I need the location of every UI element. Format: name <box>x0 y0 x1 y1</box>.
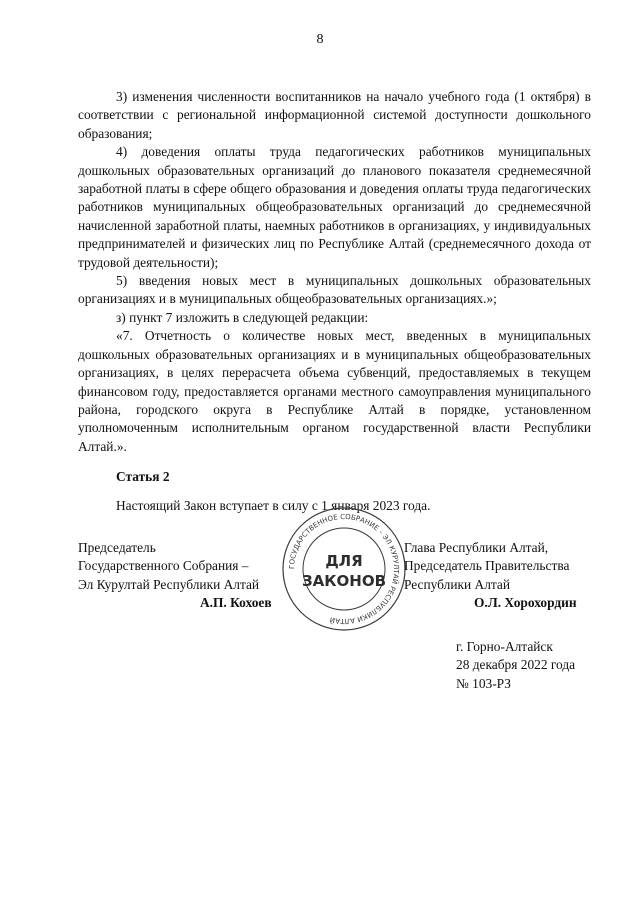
signatory-name: О.Л. Хорохордин <box>474 595 577 611</box>
place-date-block <box>456 638 575 693</box>
signature-block-right <box>404 539 577 613</box>
signatory-title-line: Председатель Правительства <box>404 558 570 574</box>
stamp-label-line1: ДЛЯ <box>325 552 363 570</box>
stamp-label-line2: ЗАКОНОВ <box>301 572 387 590</box>
paragraph-subpoint-z: з) пункт 7 изложить в следующей редакции: <box>116 309 369 325</box>
official-stamp <box>281 506 407 632</box>
paragraph-item-3: 3) изменения численности воспитанников на начало учебного года (1 октября) в соответствии с региональной информационной системой доступности дошкольного образования; <box>78 89 591 141</box>
signature-block-left <box>78 539 272 613</box>
signatory-title-line: Государственного Собрания – <box>78 558 249 574</box>
page-number: 8 <box>316 32 324 47</box>
paragraph-item-5: 5) введения новых мест в муниципальных дошкольных образовательных организациях и в муниципальных общеобразовательных организациях.»; <box>78 273 591 307</box>
signatory-name: А.П. Кохоев <box>200 595 272 611</box>
law-number: № 103-РЗ <box>456 675 511 691</box>
article-text: Настоящий Закон вступает в силу с 1 января 2023 года. <box>116 497 431 513</box>
signatory-title-line: Глава Республики Алтай, <box>404 540 549 555</box>
city: г. Горно-Алтайск <box>456 639 553 654</box>
paragraph-point-7: «7. Отчетность о количестве новых мест, введенных в муниципальных дошкольных образовательных организациях и в муниципальных общеобразовательных организациях, в целях перерасчета объема субвенций, предоставляемых в текущем финансовом году, предоставляется органами местного самоуправления муниципального района, городского округа в Республике Алтай в порядке, установленном уполномоченным исполнительным органом государственной власти Республики Алтай.». <box>78 328 591 454</box>
document-body <box>78 88 591 515</box>
signatory-title-line: Эл Курултай Республики Алтай <box>78 576 260 592</box>
signatory-title-line: Председатель <box>78 540 156 555</box>
article-heading: Статья 2 <box>116 469 170 485</box>
paragraph-item-4: 4) доведения оплаты труда педагогических работников муниципальных дошкольных образовательных организаций до планового показателя среднемесячной заработной платы в сфере общего образования и доведения оплаты труда педагогических работников муниципальных общеобразовательных организаций до среднемесячной начисленной заработной платы, наемных работников в организациях, у индивидуальных предпринимателей и физических лиц по Республике Алтай (среднемесячного дохода от трудовой деятельности); <box>78 144 591 270</box>
signatory-title-line: Республики Алтай <box>404 576 511 592</box>
date: 28 декабря 2022 года <box>456 657 576 673</box>
stamp-ring-text: ГОСУДАРСТВЕННОЕ СОБРАНИЕ – ЭЛ КУРУЛТАЙ РЕСПУБЛИКИ АЛТАЙ <box>287 512 401 626</box>
